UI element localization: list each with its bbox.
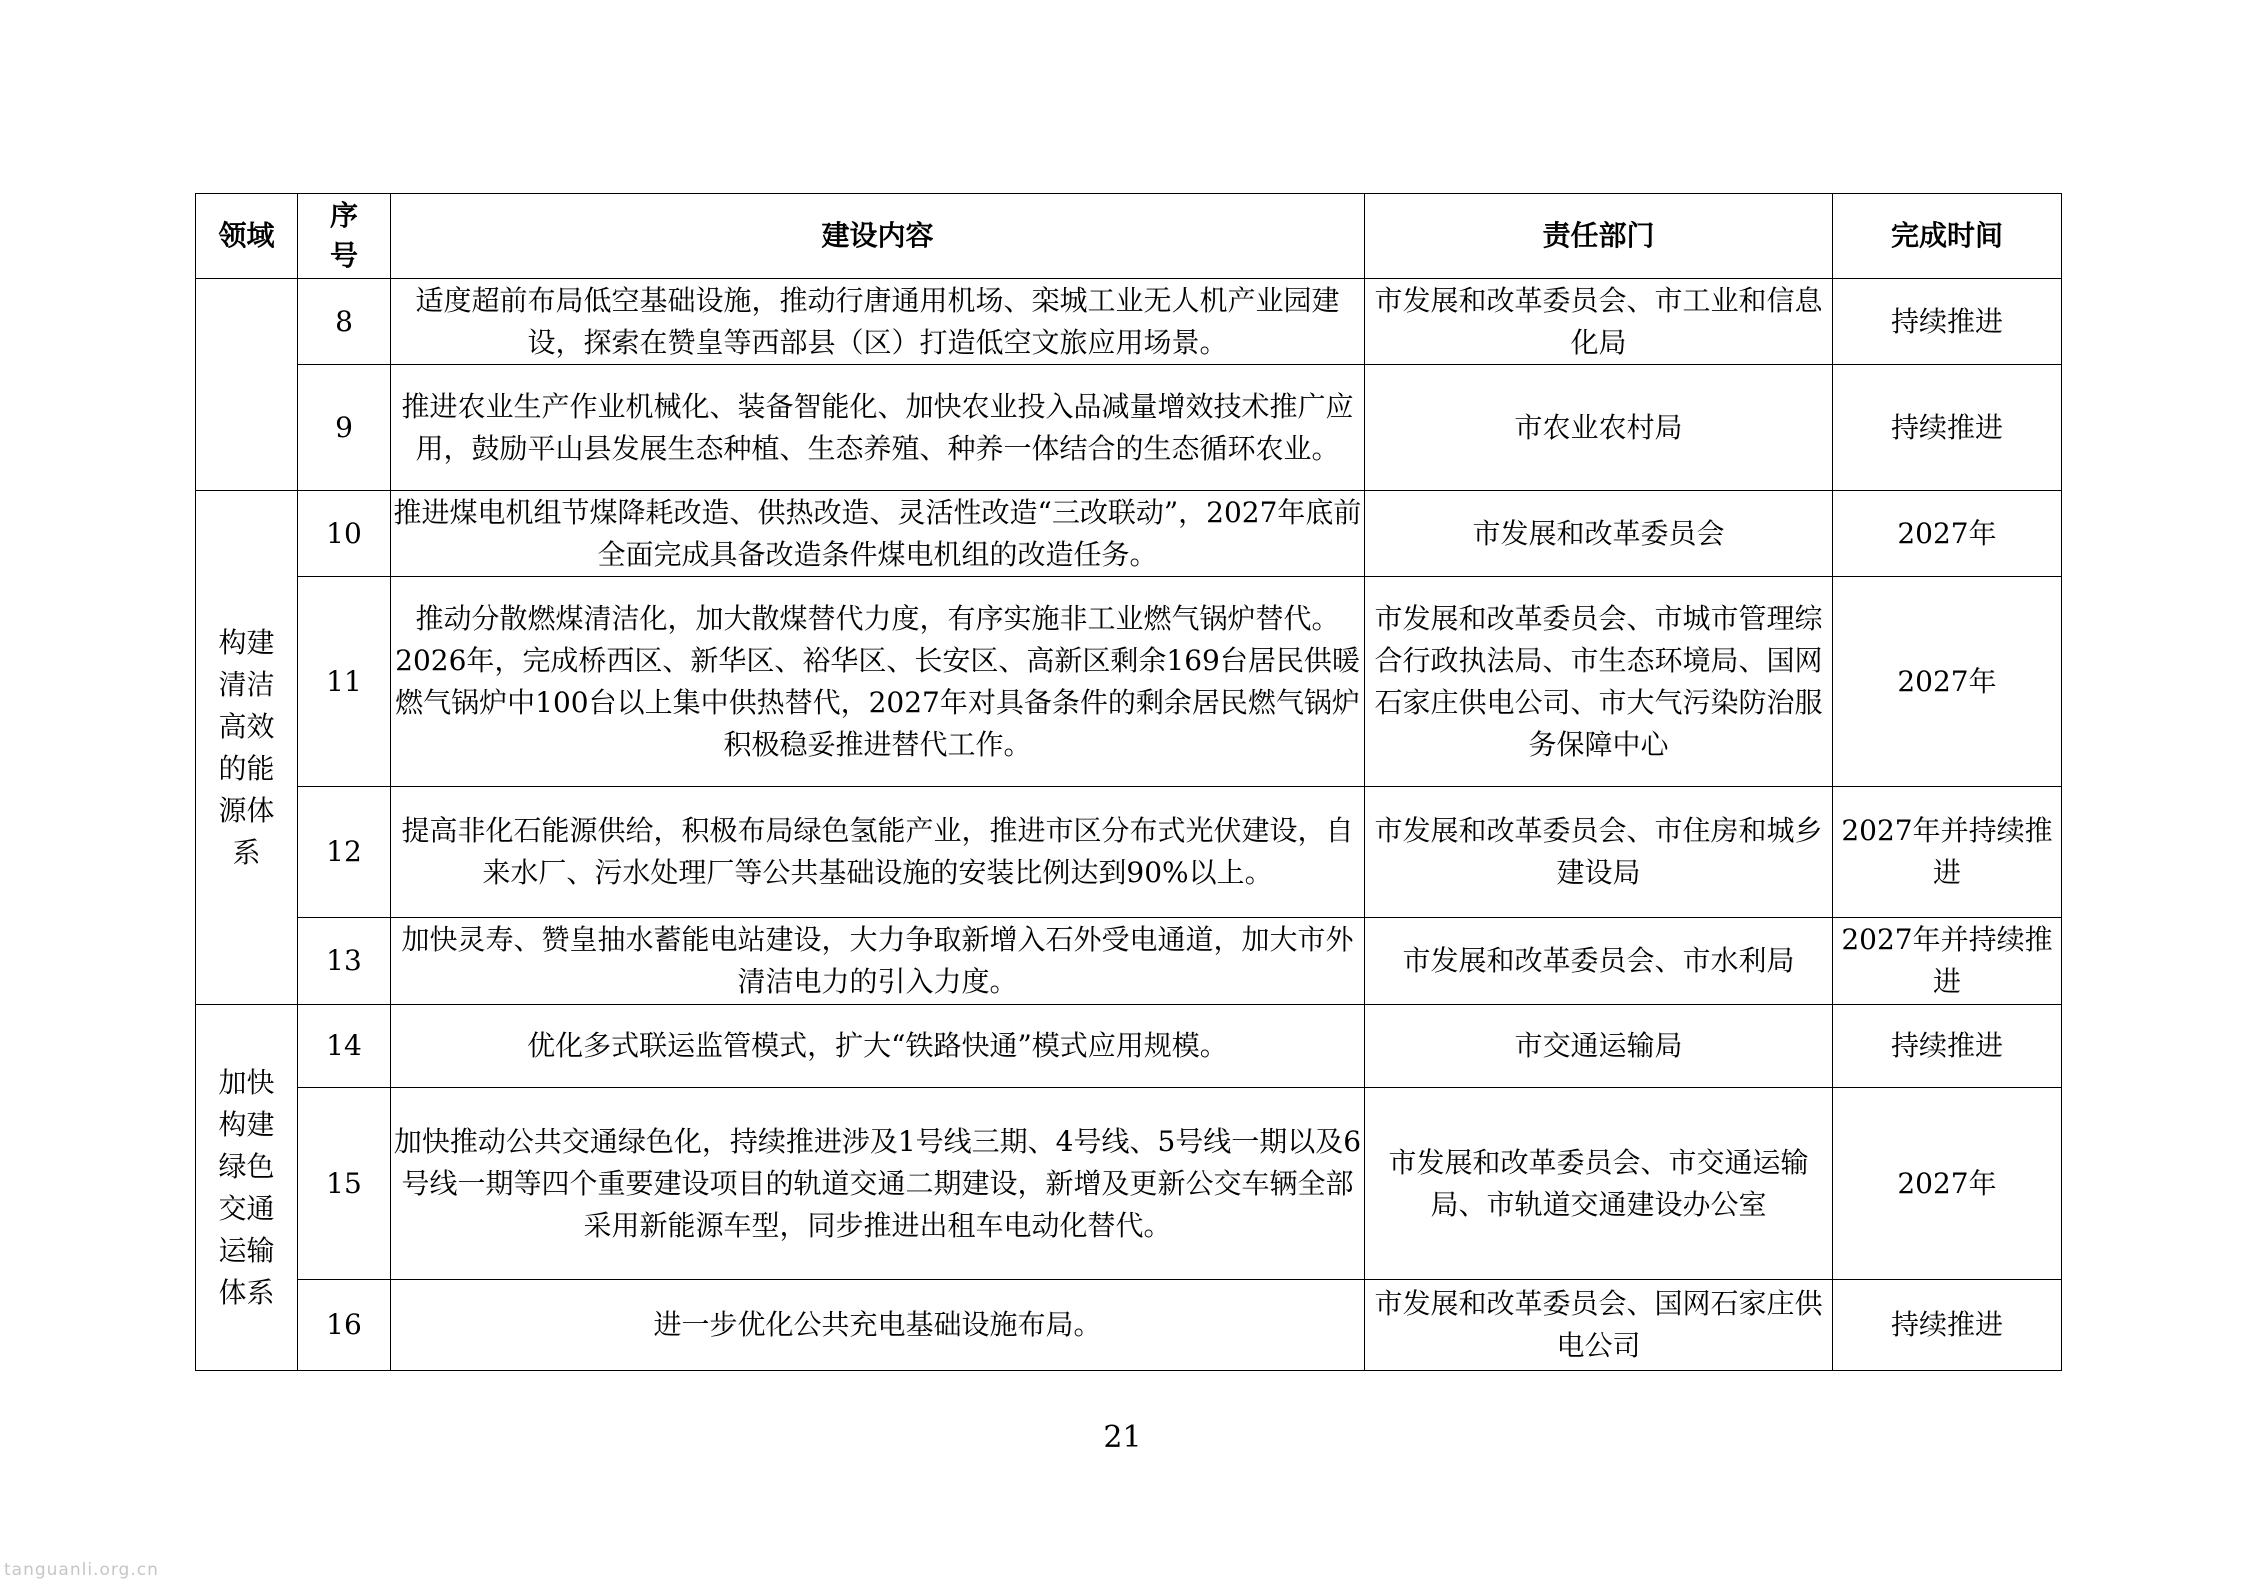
time-cell: 2027年并持续推进 <box>1833 787 2062 918</box>
domain-cell <box>196 1005 298 1371</box>
dept-cell: 市发展和改革委员会、市水利局 <box>1365 918 1833 1005</box>
time-cell: 持续推进 <box>1833 1280 2062 1371</box>
seq-cell: 16 <box>298 1280 391 1371</box>
table-row <box>196 787 2062 918</box>
table-row <box>196 491 2062 577</box>
header-seq-label: 序号 <box>329 199 358 272</box>
watermark: tanguanli.org.cn <box>4 1560 159 1580</box>
measures-table <box>195 193 2062 1371</box>
table-row <box>196 279 2062 365</box>
table-row <box>196 1088 2062 1280</box>
header-dept: 责任部门 <box>1365 194 1833 279</box>
dept-cell: 市发展和改革委员会、国网石家庄供电公司 <box>1365 1280 1833 1371</box>
time-cell: 2027年 <box>1833 577 2062 787</box>
dept-cell: 市发展和改革委员会、市工业和信息化局 <box>1365 279 1833 365</box>
table-row <box>196 1280 2062 1371</box>
time-cell: 持续推进 <box>1833 365 2062 491</box>
table-row <box>196 577 2062 787</box>
domain-label: 构建清洁高效的能源体系 <box>218 625 275 869</box>
table-row <box>196 918 2062 1005</box>
content-cell: 加快灵寿、赞皇抽水蓄能电站建设，大力争取新增入石外受电通道，加大市外清洁电力的引入力度。 <box>391 918 1365 1005</box>
time-cell: 2027年 <box>1833 491 2062 577</box>
header-domain: 领域 <box>196 194 298 279</box>
page-number: 21 <box>1103 1420 1142 1455</box>
domain-label: 加快构建绿色交通运输体系 <box>218 1065 275 1309</box>
content-cell: 推进煤电机组节煤降耗改造、供热改造、灵活性改造“三改联动”，2027年底前全面完成具备改造条件煤电机组的改造任务。 <box>391 491 1365 577</box>
dept-cell: 市农业农村局 <box>1365 365 1833 491</box>
seq-cell: 15 <box>298 1088 391 1280</box>
table-row <box>196 365 2062 491</box>
header-time: 完成时间 <box>1833 194 2062 279</box>
time-cell: 2027年 <box>1833 1088 2062 1280</box>
dept-cell: 市发展和改革委员会、市交通运输局、市轨道交通建设办公室 <box>1365 1088 1833 1280</box>
dept-cell: 市发展和改革委员会、市城市管理综合行政执法局、市生态环境局、国网石家庄供电公司、市大气污染防治服务保障中心 <box>1365 577 1833 787</box>
seq-cell: 10 <box>298 491 391 577</box>
domain-cell <box>196 279 298 491</box>
seq-cell: 8 <box>298 279 391 365</box>
seq-cell: 13 <box>298 918 391 1005</box>
dept-cell: 市发展和改革委员会、市住房和城乡建设局 <box>1365 787 1833 918</box>
dept-cell: 市交通运输局 <box>1365 1005 1833 1088</box>
header-content: 建设内容 <box>391 194 1365 279</box>
seq-cell: 12 <box>298 787 391 918</box>
table-header-row <box>196 194 2062 279</box>
content-cell: 推动分散燃煤清洁化，加大散煤替代力度，有序实施非工业燃气锅炉替代。2026年，完成桥西区、新华区、裕华区、长安区、高新区剩余169台居民供暖燃气锅炉中100台以上集中供热替代，2027年对具备条件的剩余居民燃气锅炉积极稳妥推进替代工作。 <box>391 577 1365 787</box>
content-cell: 提高非化石能源供给，积极布局绿色氢能产业，推进市区分布式光伏建设，自来水厂、污水处理厂等公共基础设施的安装比例达到90%以上。 <box>391 787 1365 918</box>
time-cell: 2027年并持续推进 <box>1833 918 2062 1005</box>
content-cell: 优化多式联运监管模式，扩大“铁路快通”模式应用规模。 <box>391 1005 1365 1088</box>
content-cell: 推进农业生产作业机械化、装备智能化、加快农业投入品减量增效技术推广应用，鼓励平山县发展生态种植、生态养殖、种养一体结合的生态循环农业。 <box>391 365 1365 491</box>
table-row <box>196 1005 2062 1088</box>
time-cell: 持续推进 <box>1833 279 2062 365</box>
header-seq <box>298 194 391 279</box>
content-cell: 进一步优化公共充电基础设施布局。 <box>391 1280 1365 1371</box>
content-cell: 适度超前布局低空基础设施，推动行唐通用机场、栾城工业无人机产业园建设，探索在赞皇等西部县（区）打造低空文旅应用场景。 <box>391 279 1365 365</box>
seq-cell: 11 <box>298 577 391 787</box>
time-cell: 持续推进 <box>1833 1005 2062 1088</box>
seq-cell: 9 <box>298 365 391 491</box>
domain-cell <box>196 491 298 1005</box>
seq-cell: 14 <box>298 1005 391 1088</box>
content-cell: 加快推动公共交通绿色化，持续推进涉及1号线三期、4号线、5号线一期以及6号线一期等四个重要建设项目的轨道交通二期建设，新增及更新公交车辆全部采用新能源车型，同步推进出租车电动化替代。 <box>391 1088 1365 1280</box>
dept-cell: 市发展和改革委员会 <box>1365 491 1833 577</box>
